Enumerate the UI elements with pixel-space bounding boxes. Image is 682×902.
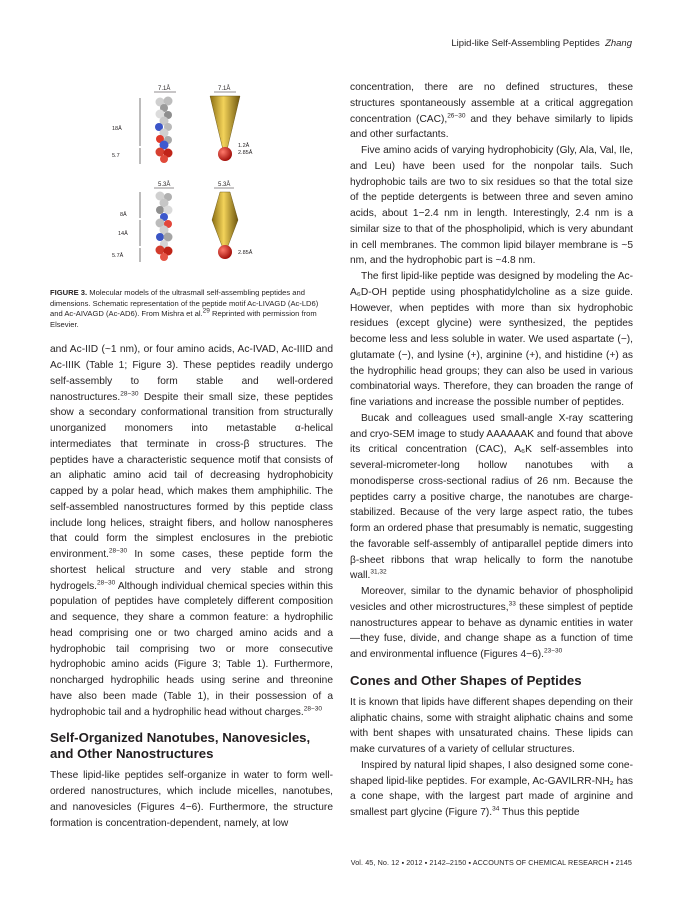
right-paragraph-4: Bucak and colleagues used small-angle X-ray scattering and cryo-SEM image to study AAAAAAK and found that above its critical concentration (CAC), A₆K self-assembles into several-micrometer-long hollow nanotubes with a monodisperse cross-sectional radius of 26 nm. Because the peptides carry a positive charge, the nanotubes are charge-stabilized. Because of the very large aspect ratio, the tubes form an ordered phase that presumably is nematic, suggesting the favorable self-assembly of antiparallel peptide dimers into β-sheet ribbons that wrap helically to form the nanotube wall.$^{31,32}$ bbox=[350, 412, 633, 582]
right-paragraph-7: Inspired by natural lipid shapes, I also designed some cone-shaped lipid-like peptides. For example, Ac-GAVILRR-NH₂ has a cone shape, with the largest part made of arginine and smallest part glycine (Figure 7).$^{34}$ Thus this peptide bbox=[350, 759, 633, 818]
right-paragraph-1: concentration, there are no defined structures, these structures spontaneously assemble at a critical aggregation concentration (CAC),$^{26-30}$ and they behave similarly to lipids and other surfactants. bbox=[350, 82, 633, 141]
diamond-bottom-model bbox=[212, 192, 238, 259]
peptide-models-figure bbox=[110, 80, 290, 280]
left-column bbox=[50, 80, 333, 831]
right-paragraph-2: Five amino acids of varying hydrophobicity (Gly, Ala, Val, Ile, and Leu) have been used for the nonpolar tails. Such hydrophobic tails are two to six residues so that the total size of the peptide detergents is between three and seven amino acids, about 1−2.4 nm in length. Interestingly, 2.4 nm is a similar size to that of the phospholipid, which is very abundant in cell membranes. The common lipid bilayer membrane is ~5 nm, and the hydrophobic part is ~4.8 nm. bbox=[350, 145, 633, 267]
running-header bbox=[451, 38, 632, 49]
caption-ref: 29 bbox=[202, 307, 210, 315]
right-paragraph-3: The first lipid-like peptide was designed by modeling the Ac-A₆D-OH peptide using phosphatidylcholine as a size guide. However, when peptides with more than six hydrophobic residues (except glycine) were synthesized, the peptides become less and less soluble in water. We used aspartate (−), glutamate (−), and lysine (+), arginine (+), and histidine (+) as the hydrophilic head groups; they can also be used in various combinatorial ways. Therefore, they can broaden the range of fine variations and increase the possible number of peptides. bbox=[350, 271, 633, 408]
left-paragraph-1: and Ac-IID (~1 nm), or four amino acids, Ac-IVAD, Ac-IIID and Ac-IIIK (Table 1; Figure 3). These peptides readily undergo self-assembly to form stable and well-ordered nanostructures.$^{28-30}$ Despite their small size, these peptides show a secondary conformational transition from structurally unorganized monomers into metastable α-helical intermediates that terminate in cross-β structures. The peptides have a characteristic sequence motif that consists of an aliphatic amino acid tail of decreasing hydrophobicity capped by a polar head, which makes them amphiphilic. The self-assembled nanostructures formed by this peptide class include long helices, straight fibers, and hollow nanospheres that could form the simplest enclosures in the prebiotic environment.$^{28-30}$ In some cases, these peptide form the shortest helical structure and very stable and strong hydrogels.$^{28-30}$ Although individual chemical species within this population of peptides have completely different composition and sequence, they share a common feature: a hydrophilic head comprising one or two charged amino acids and a hydrophobic tail comprising two or more consecutive hydrophobic amino acids (Figure 3; Table 1). Furthermore, noncharged hydrophilic heads using serine and threonine have also been made (Table 1), in their possession of a hydrophobic tail and a hydrophilic head without charges.$^{28-30}$ bbox=[50, 344, 333, 718]
cone-top-model bbox=[210, 96, 240, 161]
figure-3 bbox=[50, 80, 333, 288]
dim-top-3: 1.2Å bbox=[238, 143, 250, 149]
dim-bottom-1: 8Å bbox=[120, 212, 127, 218]
right-column bbox=[350, 80, 633, 821]
dim-top-4: 2.85Å bbox=[238, 150, 253, 156]
section-heading-cones: Cones and Other Shapes of Peptides bbox=[350, 672, 582, 688]
dim-bottom-2: 14Å bbox=[118, 231, 128, 237]
header-author: Zhang bbox=[605, 38, 632, 49]
caption-label: FIGURE 3. bbox=[50, 288, 88, 297]
page-footer: Vol. 45, No. 12 ▪ 2012 ▪ 2142–2150 ▪ ACCOUNTS OF CHEMICAL RESEARCH ▪ 2145 bbox=[350, 858, 632, 867]
dim-bottom-3: 5.7Å bbox=[112, 253, 124, 259]
molecule-bottom-model bbox=[156, 192, 173, 262]
header-title: Lipid-like Self-Assembling Peptides bbox=[451, 38, 600, 49]
label-bottom-left: 5.3Å bbox=[158, 182, 171, 188]
figure-caption bbox=[50, 288, 333, 330]
label-top-right: 7.1Å bbox=[218, 86, 231, 92]
dim-top-1: 18Å bbox=[112, 126, 122, 132]
right-paragraph-6: It is known that lipids have different shapes depending on their aliphatic chains, some with straight aliphatic chains and some with bent shapes with unsaturated chains. These lipids can make curvatures of a variety of cellular structures. bbox=[350, 696, 633, 755]
dim-top-2: 5.7 bbox=[112, 153, 120, 159]
section-heading-nanotubes: Self-Organized Nanotubes, Nanovesicles, and Other Nanostructures bbox=[50, 730, 311, 762]
label-bottom-right: 5.3Å bbox=[218, 182, 231, 188]
caption-tail: Reprinted with permission from Elsevier. bbox=[50, 309, 317, 329]
caption-text: Molecular models of the ultrasmall self-assembling peptides and dimensions. Schematic representation of the peptide motif Ac-LIVAGD (Ac-LD6) and Ac-AIVAGD (Ac-AD6). From Mishra et al. bbox=[50, 288, 319, 319]
right-paragraph-5: Moreover, similar to the dynamic behavior of phospholipid vesicles and other microstructures,$^{33}$ these simplest of peptide nanostructures appear to behave as dynamic entities in water—they fuse, divide, and change shape as a function of time and environmental influence (Figures 4−6).$^{23-30}$ bbox=[350, 586, 634, 660]
dim-bottom-4: 2.85Å bbox=[238, 250, 253, 256]
left-paragraph-2: These lipid-like peptides self-organize in water to form well-ordered nanostructures, which include micelles, nanotubes, and nanovesicles (Figures 4−6). Furthermore, the structure formation is concentration-dependent, namely, at low bbox=[50, 770, 333, 829]
molecule-top-model bbox=[155, 97, 173, 164]
label-top-left: 7.1Å bbox=[158, 86, 171, 92]
